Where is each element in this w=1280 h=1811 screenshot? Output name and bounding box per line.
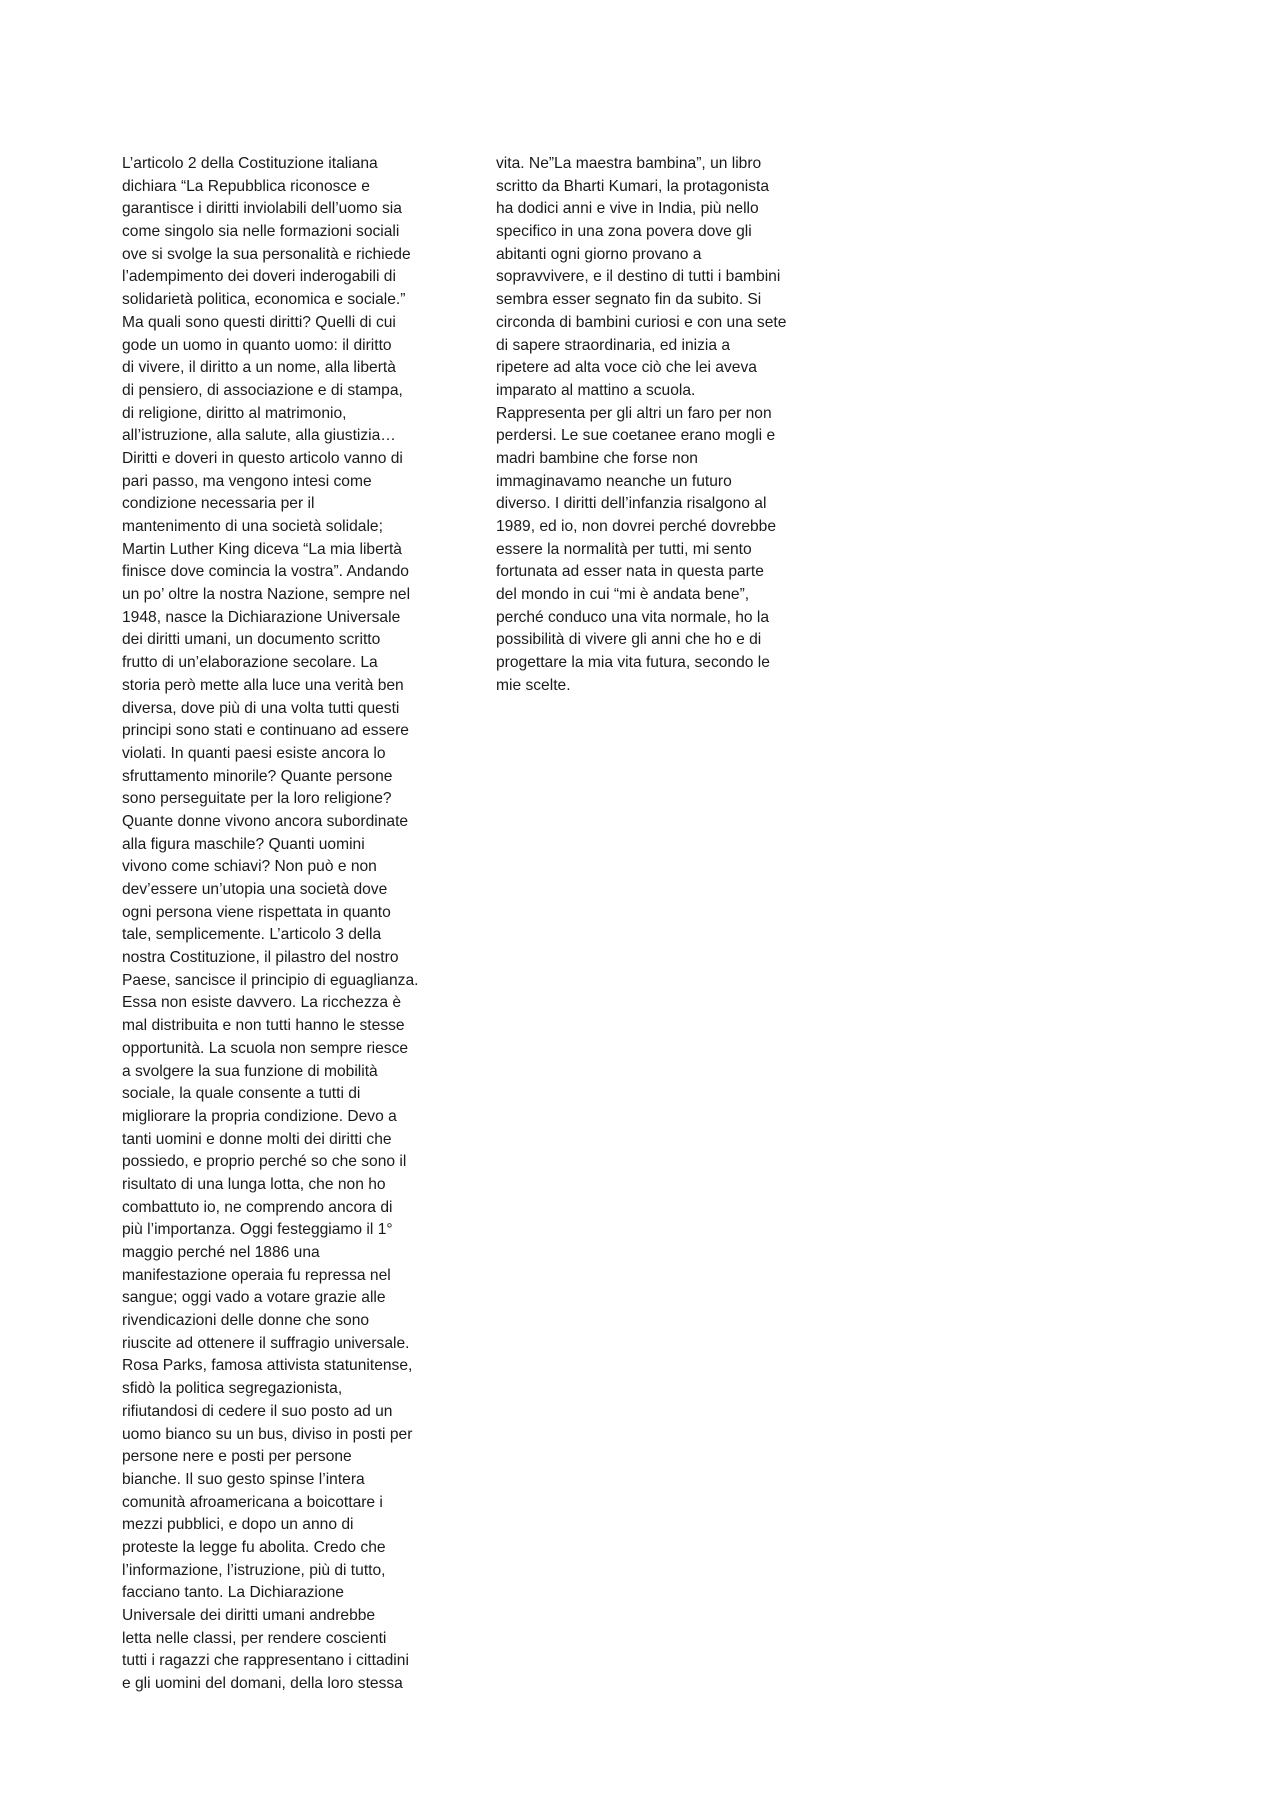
text-line: più l’importanza. Oggi festeggiamo il 1° (122, 1221, 393, 1239)
text-line: Rosa Parks, famosa attivista statunitense, (122, 1357, 413, 1375)
text-line: storia però mette alla luce una verità ben (122, 676, 404, 694)
text-line: solidarietà politica, economica e sociale.” (122, 291, 406, 309)
text-line: Quante donne vivono ancora subordinate (122, 812, 409, 830)
text-line: a svolgere la sua funzione di mobilità (122, 1062, 378, 1080)
text-line: Martin Luther King diceva “La mia libertà (122, 540, 402, 558)
text-line: vita. Ne”La maestra bambina”, un libro (496, 155, 762, 172)
text-line: riuscite ad ottenere il suffragio universale. (122, 1334, 410, 1352)
text-line: bianche. Il suo gesto spinse l’intera (122, 1470, 365, 1488)
text-line: sembra esser segnato fin da subito. Si (496, 291, 762, 309)
text-line: migliorare la propria condizione. Devo a (122, 1107, 397, 1125)
text-line: nostra Costituzione, il pilastro del nostro (122, 949, 399, 967)
text-line: garantisce i diritti inviolabili dell’uomo sia (122, 200, 402, 218)
text-line: opportunità. La scuola non sempre riesce (122, 1039, 409, 1057)
text-line: finisce dove comincia la vostra”. Andando (122, 563, 409, 581)
text-line: proteste la legge fu abolita. Credo che (122, 1538, 386, 1556)
text-line: condizione necessaria per il (122, 495, 315, 513)
text-line: manifestazione operaia fu repressa nel (122, 1266, 391, 1284)
text-line: essere la normalità per tutti, mi sento (496, 540, 752, 558)
text-line: mantenimento di una società solidale; (122, 518, 383, 535)
text-line: abitanti ogni giorno provano a (496, 245, 702, 263)
text-line: dei diritti umani, un documento scritto (122, 631, 381, 649)
text-column-right (496, 153, 816, 698)
text-line: mal distribuita e non tutti hanno le stesse (122, 1017, 405, 1035)
text-line: sociale, la quale consente a tutti di (122, 1085, 361, 1103)
text-line: rifiutandosi di cedere il suo posto ad un (122, 1402, 393, 1420)
text-line: all’istruzione, alla salute, alla giustizia… (122, 427, 396, 445)
text-line: specifico in una zona povera dove gli (496, 223, 752, 241)
text-line: 1989, ed io, non dovrei perché dovrebbe (496, 518, 777, 535)
text-line: alla figura maschile? Quanti uomini (122, 835, 365, 853)
text-line: dichiara “La Repubblica riconosce e (122, 177, 370, 195)
text-line: comunità afroamericana a boicottare i (122, 1493, 383, 1511)
text-line: possiedo, e proprio perché so che sono il (122, 1153, 407, 1171)
text-line: madri bambine che forse non (496, 449, 698, 467)
text-line: Essa non esiste davvero. La ricchezza è (122, 994, 402, 1012)
text-line: progettare la mia vita futura, secondo le (496, 654, 770, 672)
text-line: Universale dei diritti umani andrebbe (122, 1607, 376, 1624)
text-line: uomo bianco su un bus, diviso in posti per (122, 1425, 413, 1443)
text-line: violati. In quanti paesi esiste ancora lo (122, 744, 386, 762)
text-line: maggio perché nel 1886 una (122, 1244, 320, 1261)
text-line: principi sono stati e continuano ad essere (122, 722, 409, 740)
text-line: l’informazione, l’istruzione, più di tutto, (122, 1561, 386, 1579)
text-line: diverso. I diritti dell’infanzia risalgono al (496, 495, 767, 513)
text-line: un po’ oltre la nostra Nazione, sempre nel (122, 586, 411, 604)
text-line: combattuto io, ne comprendo ancora di (122, 1198, 393, 1216)
text-line: di pensiero, di associazione e di stampa, (122, 381, 403, 399)
text-line: sangue; oggi vado a votare grazie alle (122, 1289, 386, 1307)
text-line: vivono come schiavi? Non può e non (122, 858, 377, 876)
text-line: possibilità di vivere gli anni che ho e di (496, 631, 762, 649)
text-line: facciano tanto. La Dichiarazione (122, 1584, 344, 1602)
text-line: ove si svolge la sua personalità e richiede (122, 245, 411, 263)
text-line: sono perseguitate per la loro religione? (122, 790, 392, 808)
text-line: Paese, sancisce il principio di eguaglianza. (122, 971, 419, 989)
text-line: perché conduco una vita normale, ho la (496, 608, 770, 626)
text-line: sfruttamento minorile? Quante persone (122, 767, 393, 785)
text-line: di vivere, il diritto a un nome, alla libertà (122, 359, 396, 377)
text-line: sfidò la politica segregazionista, (122, 1380, 343, 1398)
text-line: L’articolo 2 della Costituzione italiana (122, 155, 378, 172)
text-line: come singolo sia nelle formazioni sociali (122, 223, 400, 241)
text-line: risultato di una lunga lotta, che non ho (122, 1175, 386, 1193)
text-line: rivendicazioni delle donne che sono (122, 1312, 370, 1330)
text-line: del mondo in cui “mi è andata bene”, (496, 586, 750, 604)
text-line: 1948, nasce la Dichiarazione Universale (122, 608, 401, 626)
text-line: e gli uomini del domani, della loro stessa (122, 1675, 403, 1693)
text-line: mezzi pubblici, e dopo un anno di (122, 1516, 354, 1534)
text-line: Diritti e doveri in questo articolo vanno di (122, 449, 403, 467)
text-line: sopravvivere, e il destino di tutti i bambini (496, 268, 781, 286)
text-line: fortunata ad esser nata in questa parte (496, 563, 764, 581)
text-column-left (122, 153, 442, 1696)
text-line: tanti uomini e donne molti dei diritti che (122, 1130, 392, 1148)
text-line: immaginavamo neanche un futuro (496, 472, 732, 490)
text-line: mie scelte. (496, 676, 571, 694)
text-line: tutti i ragazzi che rappresentano i cittadini (122, 1652, 409, 1670)
text-line: imparato al mattino a scuola. (496, 381, 696, 399)
text-line: persone nere e posti per persone (122, 1448, 352, 1466)
text-line: ha dodici anni e vive in India, più nello (496, 200, 759, 218)
text-line: di sapere straordinaria, ed inizia a (496, 336, 731, 354)
text-line: diversa, dove più di una volta tutti questi (122, 699, 400, 717)
text-line: frutto di un’elaborazione secolare. La (122, 654, 378, 672)
text-line: gode un uomo in quanto uomo: il diritto (122, 336, 392, 354)
text-line: scritto da Bharti Kumari, la protagonista (496, 177, 770, 195)
text-line: ripetere ad alta voce ciò che lei aveva (496, 359, 757, 377)
text-line: tale, semplicemente. L’articolo 3 della (122, 926, 382, 944)
text-line: ogni persona viene rispettata in quanto (122, 903, 391, 921)
text-line: circonda di bambini curiosi e con una sete (496, 313, 787, 331)
text-line: letta nelle classi, per rendere coscienti (122, 1629, 387, 1647)
text-line: Rappresenta per gli altri un faro per non (496, 404, 772, 422)
text-line: dev’essere un’utopia una società dove (122, 881, 388, 898)
text-line: l’adempimento dei doveri inderogabili di (122, 268, 396, 286)
text-line: di religione, diritto al matrimonio, (122, 404, 347, 422)
text-line: perdersi. Le sue coetanee erano mogli e (496, 427, 776, 445)
text-line: Ma quali sono questi diritti? Quelli di cui (122, 313, 396, 331)
text-line: pari passo, ma vengono intesi come (122, 472, 372, 490)
